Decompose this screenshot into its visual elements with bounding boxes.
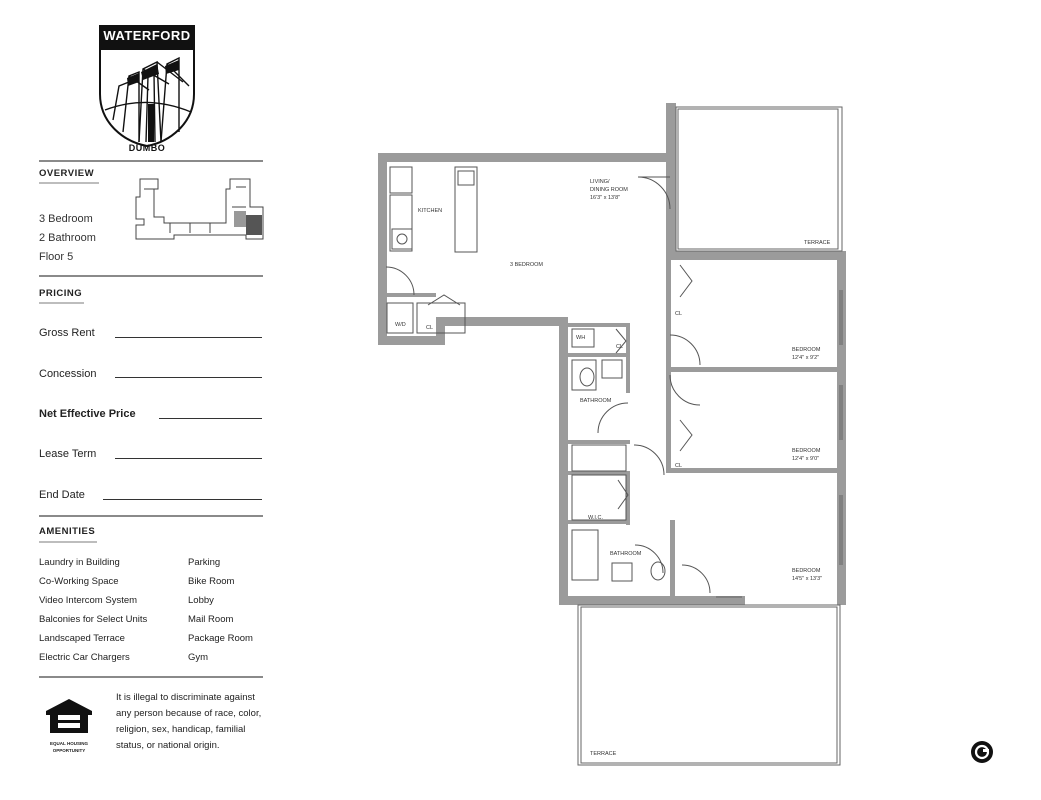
terrace-label: TERRACE	[590, 751, 617, 757]
closet-label: CL	[616, 344, 624, 350]
unit-label: 3 BEDROOM	[510, 262, 544, 268]
amenity-item: Landscaped Terrace	[39, 633, 125, 644]
living-label: LIVING/	[590, 179, 610, 185]
bathroom-label: BATHROOM	[580, 398, 612, 404]
bedroom-dimension: 12'4" x 9'2"	[792, 355, 820, 361]
heading-underline	[39, 541, 97, 543]
heading-underline	[39, 182, 99, 184]
gross-rent-line	[115, 337, 262, 338]
net-effective-label: Net Effective Price	[39, 408, 136, 420]
floor-plan	[370, 95, 860, 775]
brand-location: DUMBO	[128, 143, 166, 153]
amenity-item: Mail Room	[188, 614, 234, 625]
overview-bedrooms: 3 Bedroom	[39, 213, 93, 225]
heading-underline	[39, 302, 84, 304]
divider	[39, 275, 263, 277]
fair-housing-disclaimer: It is illegal to discriminate against any person because of race, color, religion, sex, handicap, familial status, or national origin.	[116, 692, 262, 751]
overview-heading: OVERVIEW	[39, 168, 95, 179]
equal-housing-label: OPPORTUNITY	[52, 748, 86, 753]
key-plan	[130, 177, 265, 249]
amenities-heading: AMENITIES	[39, 526, 96, 537]
bedroom-dimension: 12'4" x 9'0"	[792, 456, 820, 462]
amenity-item: Parking	[188, 557, 221, 568]
closet-label: CL	[426, 325, 434, 331]
kitchen-label: KITCHEN	[418, 208, 443, 214]
net-effective-line	[159, 418, 262, 419]
terrace-label: TERRACE	[804, 240, 831, 246]
overview-bathrooms: 2 Bathroom	[39, 232, 96, 244]
closet-label: CL	[675, 463, 683, 469]
concession-label: Concession	[39, 368, 97, 380]
brand-mark-icon	[970, 740, 994, 764]
amenity-item: Co-Working Space	[39, 576, 119, 587]
amenity-item: Laundry in Building	[39, 557, 120, 568]
brand-name: WATERFORD	[103, 28, 191, 43]
living-dimension: 16'3" x 13'8"	[590, 195, 621, 201]
end-date-line	[103, 499, 262, 500]
closet-label: CL	[675, 311, 683, 317]
amenity-item: Video Intercom System	[39, 595, 138, 606]
bedroom-dimension: 14'5" x 13'3"	[792, 576, 823, 582]
equal-housing-label: EQUAL HOUSING	[50, 741, 88, 746]
end-date-label: End Date	[39, 489, 85, 501]
divider	[39, 160, 263, 162]
overview-floor: Floor 5	[39, 251, 74, 263]
amenity-item: Lobby	[188, 595, 214, 606]
amenity-item: Package Room	[188, 633, 253, 644]
lease-term-line	[115, 458, 262, 459]
bedroom-label: BEDROOM	[792, 347, 821, 353]
bedroom-label: BEDROOM	[792, 568, 821, 574]
living-label: DINING ROOM	[590, 187, 628, 193]
washer-dryer-label: W/D	[395, 322, 406, 328]
amenity-item: Balconies for Select Units	[39, 614, 148, 625]
walk-in-closet-label: W.I.C.	[588, 515, 603, 521]
amenity-item: Gym	[188, 652, 209, 663]
divider	[39, 676, 263, 678]
amenity-item: Electric Car Chargers	[39, 652, 130, 663]
bedroom-label: BEDROOM	[792, 448, 821, 454]
amenity-item: Bike Room	[188, 576, 235, 587]
water-heater-label: WH	[576, 335, 586, 341]
concession-line	[115, 377, 262, 378]
pricing-heading: PRICING	[39, 288, 83, 299]
waterford-logo	[99, 24, 195, 158]
gross-rent-label: Gross Rent	[39, 327, 95, 339]
divider	[39, 515, 263, 517]
bathroom-label: BATHROOM	[610, 551, 642, 557]
equal-housing-icon	[44, 697, 94, 735]
lease-term-label: Lease Term	[39, 448, 97, 460]
